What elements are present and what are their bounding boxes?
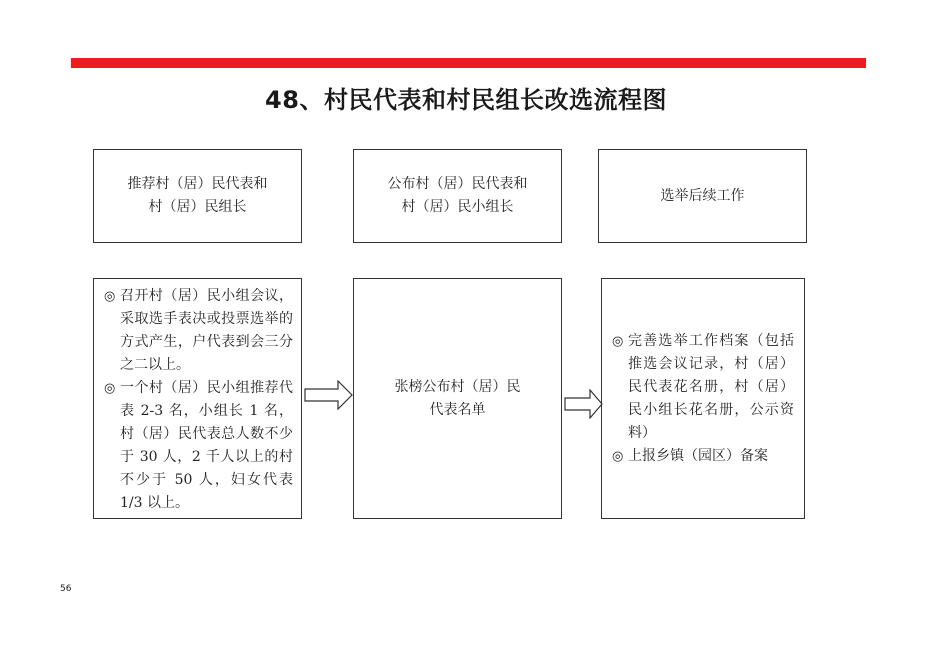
bullet-icon: ◎ — [612, 333, 624, 349]
page-number: 56 — [60, 584, 72, 594]
top-red-bar — [71, 58, 866, 68]
publish-list-line-1: 张榜公布村（居）民 — [394, 378, 521, 395]
bullet-icon: ◎ — [104, 289, 116, 304]
list-item — [612, 445, 794, 468]
step-followup-line-1: 选举后续工作 — [660, 187, 745, 204]
step-recommend-line-2: 村（居）民组长 — [148, 199, 247, 215]
step-publish-line-2: 村（居）民小组长 — [401, 199, 514, 215]
step-recommend-box — [93, 149, 302, 243]
publish-list-box — [353, 278, 562, 519]
recommend-details-box — [93, 278, 302, 519]
bullet-icon: ◎ — [612, 448, 624, 464]
step-publish-box — [353, 149, 562, 243]
followup-details-box — [601, 278, 805, 519]
publish-list-line-2: 代表名单 — [429, 401, 486, 418]
page-title: 48、村民代表和村民组长改选流程图 — [265, 86, 667, 114]
step-publish-line-1: 公布村（居）民代表和 — [387, 176, 528, 192]
list-item — [104, 285, 293, 377]
arrow-right-icon — [304, 380, 354, 410]
step-followup-box — [598, 149, 807, 243]
followup-detail-text-2: 上报乡镇（园区）备案 — [628, 447, 768, 464]
arrow-right-icon — [564, 389, 604, 419]
bullet-icon: ◎ — [104, 381, 116, 396]
step-recommend-line-1: 推荐村（居）民代表和 — [127, 176, 268, 192]
list-item — [612, 330, 794, 445]
recommend-detail-text-2: 一个村（居）民小组推荐代表 2-3 名，小组长 1 名，村（居）民代表总人数不少于 30 人，2 千人以上的村不少于 50 人，妇女代表 1/3 以上。 — [120, 380, 293, 511]
followup-detail-text-1: 完善选举工作档案（包括推选会议记录，村（居）民代表花名册，村（居）民小组长花名册，公示资料） — [628, 332, 794, 441]
recommend-detail-text-1: 召开村（居）民小组会议，采取选手表决或投票选举的方式产生，户代表到会三分之二以上。 — [120, 288, 293, 373]
list-item — [104, 377, 293, 515]
